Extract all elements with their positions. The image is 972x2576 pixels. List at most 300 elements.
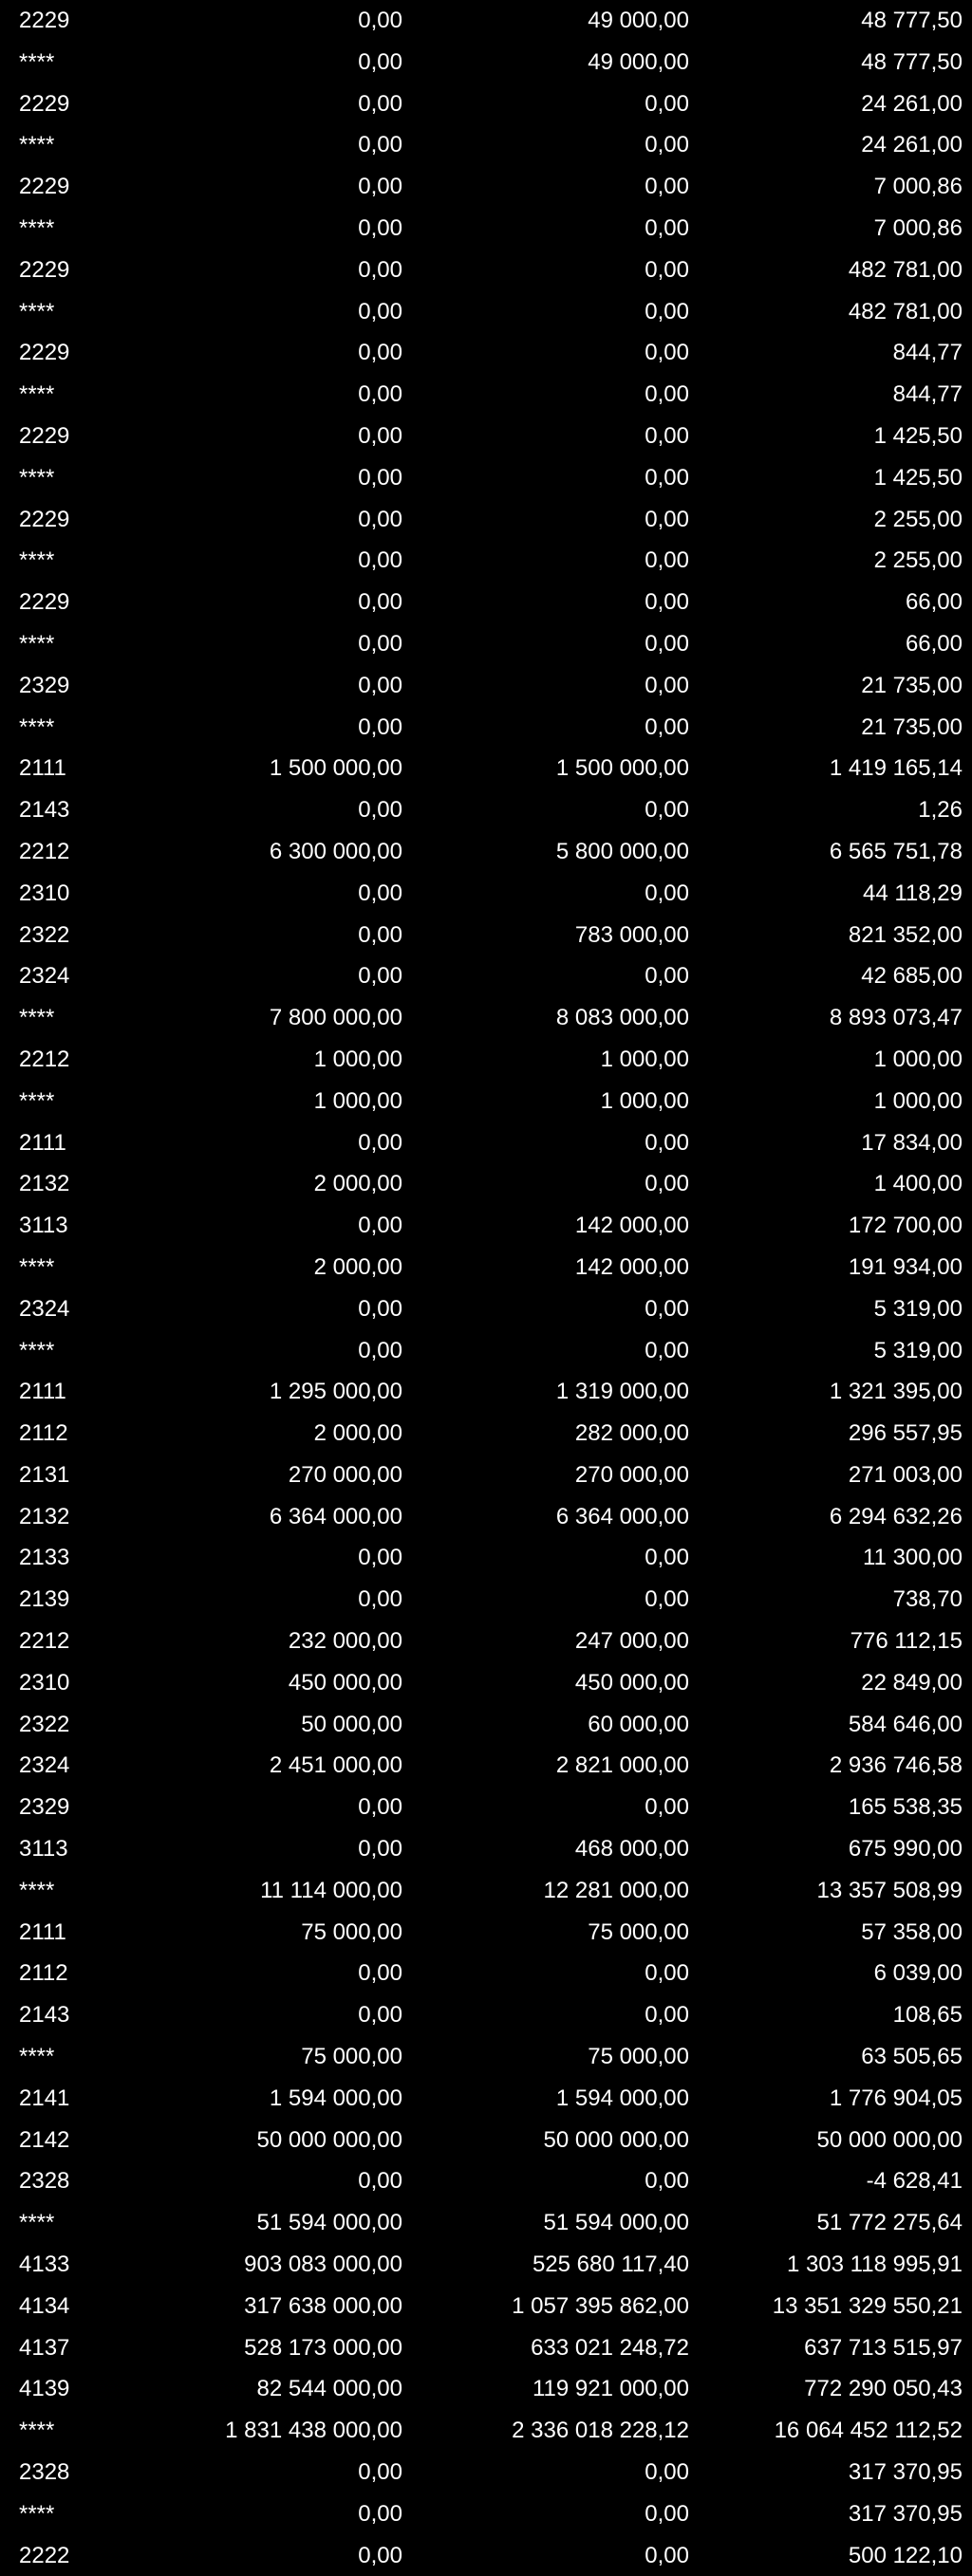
code-cell: 4137 (19, 2334, 70, 2361)
code-cell: 4134 (19, 2292, 70, 2319)
budget-cell: 0,00 (358, 2500, 402, 2527)
table-row (0, 0, 972, 42)
budget-cell: 0,00 (358, 256, 402, 283)
actual-cell: 296 557,95 (848, 1420, 963, 1447)
budget-cell: 0,00 (358, 381, 402, 408)
table-row (0, 1163, 972, 1205)
code-cell: **** (19, 713, 55, 740)
actual-cell: 2 255,00 (873, 547, 963, 574)
table-row (0, 1912, 972, 1954)
code-cell: **** (19, 132, 55, 158)
adjusted-budget-cell: 1 594 000,00 (555, 2085, 689, 2111)
adjusted-budget-cell: 0,00 (645, 1337, 689, 1363)
adjusted-budget-cell: 0,00 (645, 214, 689, 241)
actual-cell: 24 261,00 (861, 90, 963, 117)
adjusted-budget-cell: 0,00 (645, 2002, 689, 2029)
code-cell: 4133 (19, 2252, 70, 2278)
code-cell: 2322 (19, 921, 70, 948)
adjusted-budget-cell: 0,00 (645, 1545, 689, 1571)
adjusted-budget-cell: 49 000,00 (588, 8, 689, 33)
adjusted-budget-cell: 0,00 (645, 713, 689, 740)
adjusted-budget-cell: 0,00 (645, 2542, 689, 2568)
code-cell: 2131 (19, 1461, 70, 1488)
actual-cell: 8 893 073,47 (829, 1005, 963, 1031)
code-cell: **** (19, 1877, 55, 1903)
budget-cell: 0,00 (358, 713, 402, 740)
actual-cell: 13 357 508,99 (816, 1877, 963, 1903)
table-row (0, 166, 972, 208)
actual-cell: 844,77 (892, 381, 963, 408)
actual-cell: 317 370,95 (848, 2459, 963, 2486)
adjusted-budget-cell: 0,00 (645, 1960, 689, 1987)
actual-cell: 24 261,00 (861, 132, 963, 158)
code-cell: 2111 (19, 1129, 66, 1156)
actual-cell: 1 000,00 (873, 1046, 963, 1072)
actual-cell: 7 000,86 (873, 174, 963, 200)
table-row (0, 1994, 972, 2036)
actual-cell: 13 351 329 550,21 (772, 2292, 963, 2319)
table-row (0, 1787, 972, 1828)
adjusted-budget-cell: 0,00 (645, 1295, 689, 1322)
budget-cell: 2 000,00 (313, 1253, 402, 1280)
actual-cell: 1 425,50 (873, 464, 963, 491)
table-row (0, 1455, 972, 1496)
table-row (0, 1039, 972, 1081)
adjusted-budget-cell: 8 083 000,00 (555, 1005, 689, 1031)
budget-cell: 51 594 000,00 (256, 2210, 402, 2236)
table-row (0, 1122, 972, 1164)
code-cell: 2212 (19, 838, 70, 864)
actual-cell: 63 505,65 (861, 2044, 963, 2070)
table-row (0, 2036, 972, 2078)
actual-cell: 7 000,86 (873, 214, 963, 241)
actual-cell: 11 300,00 (863, 1545, 963, 1571)
table-row (0, 1205, 972, 1247)
actual-cell: 821 352,00 (848, 921, 963, 948)
table-row (0, 2327, 972, 2369)
adjusted-budget-cell: 468 000,00 (574, 1836, 689, 1863)
code-cell: 2143 (19, 2002, 70, 2029)
table-row (0, 831, 972, 873)
budget-cell: 232 000,00 (288, 1628, 402, 1655)
budget-cell: 0,00 (358, 1337, 402, 1363)
adjusted-budget-cell: 12 281 000,00 (543, 1877, 689, 1903)
budget-cell: 82 544 000,00 (256, 2376, 402, 2402)
code-cell: 2310 (19, 1669, 70, 1696)
table-row (0, 1371, 972, 1413)
code-cell: **** (19, 381, 55, 408)
budget-cell: 0,00 (358, 464, 402, 491)
adjusted-budget-cell: 0,00 (645, 132, 689, 158)
table-row (0, 2244, 972, 2286)
budget-cell: 0,00 (358, 1545, 402, 1571)
adjusted-budget-cell: 142 000,00 (574, 1253, 689, 1280)
budget-cell: 75 000,00 (301, 1918, 402, 1945)
adjusted-budget-cell: 1 319 000,00 (555, 1379, 689, 1405)
budget-cell: 50 000,00 (301, 1711, 402, 1737)
code-cell: 3113 (19, 1213, 68, 1239)
code-cell: 2139 (19, 1586, 70, 1613)
actual-cell: 500 122,10 (848, 2542, 963, 2568)
actual-cell: 22 849,00 (861, 1669, 963, 1696)
budget-cell: 0,00 (358, 8, 402, 33)
budget-cell: 0,00 (358, 2168, 402, 2195)
actual-cell: 1 303 118 995,91 (786, 2252, 963, 2278)
code-cell: 2229 (19, 174, 70, 200)
table-row (0, 1953, 972, 1994)
budget-cell: 0,00 (358, 547, 402, 574)
code-cell: 2133 (19, 1545, 70, 1571)
code-cell: **** (19, 630, 55, 657)
code-cell: 2328 (19, 2459, 70, 2486)
adjusted-budget-cell: 142 000,00 (574, 1213, 689, 1239)
actual-cell: 44 118,29 (863, 880, 963, 906)
table-row (0, 665, 972, 707)
code-cell: 2212 (19, 1046, 70, 1072)
actual-cell: 844,77 (892, 340, 963, 366)
adjusted-budget-cell: 2 336 018 228,12 (512, 2418, 689, 2444)
budget-cell: 0,00 (358, 1794, 402, 1821)
budget-cell: 0,00 (358, 2542, 402, 2568)
actual-cell: 6 039,00 (873, 1960, 963, 1987)
actual-cell: 2 255,00 (873, 506, 963, 532)
actual-cell: 1 419 165,14 (829, 755, 963, 782)
adjusted-budget-cell: 0,00 (645, 298, 689, 324)
adjusted-budget-cell: 6 364 000,00 (555, 1503, 689, 1529)
table-row (0, 582, 972, 623)
code-cell: 2229 (19, 340, 70, 366)
code-cell: 2112 (19, 1960, 68, 1987)
actual-cell: 317 370,95 (848, 2500, 963, 2527)
code-cell: **** (19, 2044, 55, 2070)
budget-cell: 2 000,00 (313, 1420, 402, 1447)
adjusted-budget-cell: 5 800 000,00 (555, 838, 689, 864)
code-cell: **** (19, 2210, 55, 2236)
table-row (0, 1496, 972, 1538)
budget-cell: 0,00 (358, 630, 402, 657)
budget-cell: 0,00 (358, 921, 402, 948)
code-cell: 2111 (19, 1918, 66, 1945)
adjusted-budget-cell: 0,00 (645, 174, 689, 200)
budget-cell: 0,00 (358, 506, 402, 532)
table-row (0, 1247, 972, 1288)
adjusted-budget-cell: 1 000,00 (600, 1046, 689, 1072)
table-row (0, 2160, 972, 2202)
table-row (0, 2078, 972, 2120)
adjusted-budget-cell: 0,00 (645, 1794, 689, 1821)
budget-cell: 1 295 000,00 (269, 1379, 402, 1405)
actual-cell: 482 781,00 (848, 256, 963, 283)
adjusted-budget-cell: 2 821 000,00 (555, 1752, 689, 1779)
table-row (0, 873, 972, 915)
budget-cell: 6 300 000,00 (269, 838, 402, 864)
code-cell: 2132 (19, 1171, 70, 1197)
adjusted-budget-cell: 0,00 (645, 256, 689, 283)
code-cell: **** (19, 2418, 55, 2444)
budget-cell: 1 831 438 000,00 (225, 2418, 402, 2444)
budget-cell: 0,00 (358, 2459, 402, 2486)
adjusted-budget-cell: 0,00 (645, 963, 689, 990)
adjusted-budget-cell: 119 921 000,00 (532, 2376, 689, 2402)
budget-cell: 0,00 (358, 672, 402, 698)
code-cell: **** (19, 1253, 55, 1280)
table-row (0, 1704, 972, 1746)
table-row (0, 997, 972, 1039)
budget-cell: 0,00 (358, 589, 402, 616)
adjusted-budget-cell: 0,00 (645, 2459, 689, 2486)
table-row (0, 1288, 972, 1330)
code-cell: 2324 (19, 963, 70, 990)
code-cell: 4139 (19, 2376, 70, 2402)
actual-cell: 50 000 000,00 (816, 2126, 963, 2153)
table-row (0, 2202, 972, 2244)
adjusted-budget-cell: 633 021 248,72 (531, 2334, 689, 2361)
table-row (0, 332, 972, 374)
table-row (0, 789, 972, 831)
adjusted-budget-cell: 282 000,00 (574, 1420, 689, 1447)
actual-cell: 5 319,00 (873, 1337, 963, 1363)
table-row (0, 1413, 972, 1455)
actual-cell: 42 685,00 (861, 963, 963, 990)
code-cell: **** (19, 214, 55, 241)
table-row (0, 499, 972, 541)
code-cell: 3113 (19, 1836, 68, 1863)
actual-cell: 51 772 275,64 (816, 2210, 963, 2236)
budget-cell: 0,00 (358, 90, 402, 117)
adjusted-budget-cell: 0,00 (645, 547, 689, 574)
table-row (0, 1621, 972, 1662)
adjusted-budget-cell: 270 000,00 (574, 1461, 689, 1488)
adjusted-budget-cell: 0,00 (645, 1586, 689, 1613)
adjusted-budget-cell: 0,00 (645, 1129, 689, 1156)
code-cell: 2141 (19, 2085, 70, 2111)
adjusted-budget-cell: 0,00 (645, 381, 689, 408)
code-cell: 2132 (19, 1503, 70, 1529)
table-row (0, 2452, 972, 2493)
table-row (0, 2493, 972, 2535)
table-row (0, 2410, 972, 2452)
adjusted-budget-cell: 247 000,00 (574, 1628, 689, 1655)
adjusted-budget-cell: 525 680 117,40 (532, 2252, 689, 2278)
actual-cell: 21 735,00 (861, 672, 963, 698)
budget-cell: 0,00 (358, 1960, 402, 1987)
code-cell: **** (19, 1337, 55, 1363)
adjusted-budget-cell: 0,00 (645, 2168, 689, 2195)
code-cell: 2143 (19, 797, 70, 824)
code-cell: **** (19, 547, 55, 574)
budget-cell: 2 451 000,00 (269, 1752, 402, 1779)
table-row (0, 1828, 972, 1870)
actual-cell: 48 777,50 (861, 8, 963, 33)
adjusted-budget-cell: 49 000,00 (588, 48, 689, 75)
actual-cell: 108,65 (892, 2002, 963, 2029)
budget-cell: 2 000,00 (313, 1171, 402, 1197)
actual-cell: -4 628,41 (866, 2168, 963, 2195)
code-cell: 2310 (19, 880, 70, 906)
adjusted-budget-cell: 1 500 000,00 (555, 755, 689, 782)
actual-cell: 172 700,00 (848, 1213, 963, 1239)
actual-cell: 66,00 (905, 630, 963, 657)
actual-cell: 772 290 050,43 (804, 2376, 963, 2402)
budget-cell: 270 000,00 (288, 1461, 402, 1488)
budget-cell: 0,00 (358, 174, 402, 200)
budget-cell: 0,00 (358, 298, 402, 324)
table-row (0, 42, 972, 83)
actual-cell: 21 735,00 (861, 713, 963, 740)
table-row (0, 374, 972, 416)
budget-cell: 528 173 000,00 (244, 2334, 402, 2361)
code-cell: 2212 (19, 1628, 70, 1655)
code-cell: 2229 (19, 90, 70, 117)
budget-cell: 1 594 000,00 (269, 2085, 402, 2111)
code-cell: 2229 (19, 506, 70, 532)
budget-cell: 0,00 (358, 340, 402, 366)
budget-cell: 75 000,00 (301, 2044, 402, 2070)
code-cell: **** (19, 298, 55, 324)
actual-cell: 1 400,00 (873, 1171, 963, 1197)
actual-cell: 48 777,50 (861, 48, 963, 75)
actual-cell: 165 538,35 (848, 1794, 963, 1821)
table-row (0, 1745, 972, 1787)
table-row (0, 748, 972, 789)
code-cell: 2222 (19, 2542, 70, 2568)
budget-cell: 450 000,00 (288, 1669, 402, 1696)
actual-cell: 776 112,15 (850, 1628, 963, 1655)
table-row (0, 416, 972, 457)
adjusted-budget-cell: 0,00 (645, 797, 689, 824)
code-cell: 2322 (19, 1711, 70, 1737)
code-cell: 2112 (19, 1420, 68, 1447)
table-row (0, 1330, 972, 1372)
actual-cell: 584 646,00 (848, 1711, 963, 1737)
budget-cell: 0,00 (358, 1213, 402, 1239)
code-cell: 2324 (19, 1752, 70, 1779)
actual-cell: 1 776 904,05 (829, 2085, 963, 2111)
actual-cell: 738,70 (892, 1586, 963, 1613)
budget-cell: 0,00 (358, 422, 402, 449)
budget-cell: 0,00 (358, 1129, 402, 1156)
adjusted-budget-cell: 1 000,00 (600, 1087, 689, 1114)
table-row (0, 1579, 972, 1621)
budget-cell: 1 500 000,00 (269, 755, 402, 782)
adjusted-budget-cell: 0,00 (645, 90, 689, 117)
code-cell: 2111 (19, 755, 66, 782)
actual-cell: 637 713 515,97 (804, 2334, 963, 2361)
budget-cell: 0,00 (358, 132, 402, 158)
table-row (0, 540, 972, 582)
budget-cell: 1 000,00 (313, 1046, 402, 1072)
code-cell: 2111 (19, 1379, 66, 1405)
adjusted-budget-cell: 60 000,00 (588, 1711, 689, 1737)
table-row (0, 1870, 972, 1912)
adjusted-budget-cell: 0,00 (645, 340, 689, 366)
actual-cell: 66,00 (905, 589, 963, 616)
code-cell: 2229 (19, 589, 70, 616)
adjusted-budget-cell: 0,00 (645, 464, 689, 491)
adjusted-budget-cell: 0,00 (645, 506, 689, 532)
adjusted-budget-cell: 75 000,00 (588, 1918, 689, 1945)
actual-cell: 2 936 746,58 (829, 1752, 963, 1779)
code-cell: **** (19, 464, 55, 491)
budget-cell: 317 638 000,00 (244, 2292, 402, 2319)
adjusted-budget-cell: 0,00 (645, 630, 689, 657)
code-cell: 2329 (19, 1794, 70, 1821)
budget-cell: 0,00 (358, 797, 402, 824)
table-row (0, 291, 972, 333)
actual-cell: 6 565 751,78 (829, 838, 963, 864)
budget-cell: 11 114 000,00 (260, 1877, 402, 1903)
table-row (0, 124, 972, 166)
code-cell: **** (19, 48, 55, 75)
table-row (0, 915, 972, 956)
code-cell: 2229 (19, 8, 70, 33)
code-cell: 2229 (19, 422, 70, 449)
budget-cell: 903 083 000,00 (244, 2252, 402, 2278)
budget-cell: 0,00 (358, 1836, 402, 1863)
adjusted-budget-cell: 50 000 000,00 (543, 2126, 689, 2153)
code-cell: 2142 (19, 2126, 70, 2153)
table-row (0, 623, 972, 665)
adjusted-budget-cell: 0,00 (645, 880, 689, 906)
adjusted-budget-cell: 0,00 (645, 672, 689, 698)
actual-cell: 17 834,00 (861, 1129, 963, 1156)
actual-cell: 5 319,00 (873, 1295, 963, 1322)
table-row (0, 457, 972, 499)
actual-cell: 1 425,50 (873, 422, 963, 449)
budget-cell: 0,00 (358, 1586, 402, 1613)
code-cell: 2329 (19, 672, 70, 698)
adjusted-budget-cell: 0,00 (645, 1171, 689, 1197)
adjusted-budget-cell: 450 000,00 (574, 1669, 689, 1696)
code-cell: 2324 (19, 1295, 70, 1322)
adjusted-budget-cell: 0,00 (645, 2500, 689, 2527)
budget-cell: 0,00 (358, 2002, 402, 2029)
budget-cell: 0,00 (358, 48, 402, 75)
budget-cell: 0,00 (358, 214, 402, 241)
code-cell: **** (19, 2500, 55, 2527)
actual-cell: 16 064 452 112,52 (774, 2418, 963, 2444)
budget-cell: 6 364 000,00 (269, 1503, 402, 1529)
budget-cell: 1 000,00 (313, 1087, 402, 1114)
actual-cell: 675 990,00 (848, 1836, 963, 1863)
actual-cell: 1,26 (918, 797, 963, 824)
adjusted-budget-cell: 783 000,00 (574, 921, 689, 948)
table-row (0, 83, 972, 125)
table-row (0, 2368, 972, 2410)
code-cell: **** (19, 1005, 55, 1031)
budget-cell: 0,00 (358, 963, 402, 990)
table-row (0, 208, 972, 250)
code-cell: 2328 (19, 2168, 70, 2195)
adjusted-budget-cell: 51 594 000,00 (543, 2210, 689, 2236)
adjusted-budget-cell: 0,00 (645, 589, 689, 616)
actual-cell: 482 781,00 (848, 298, 963, 324)
table-row (0, 2120, 972, 2161)
table-row (0, 250, 972, 291)
table-row (0, 955, 972, 997)
budget-cell: 7 800 000,00 (269, 1005, 402, 1031)
table-row (0, 1662, 972, 1704)
code-cell: 2229 (19, 256, 70, 283)
actual-cell: 191 934,00 (848, 1253, 963, 1280)
budget-cell: 0,00 (358, 880, 402, 906)
budget-cell: 0,00 (358, 1295, 402, 1322)
actual-cell: 6 294 632,26 (829, 1503, 963, 1529)
actual-cell: 57 358,00 (861, 1918, 963, 1945)
actual-cell: 1 321 395,00 (829, 1379, 963, 1405)
table-row (0, 1081, 972, 1122)
adjusted-budget-cell: 1 057 395 862,00 (512, 2292, 689, 2319)
